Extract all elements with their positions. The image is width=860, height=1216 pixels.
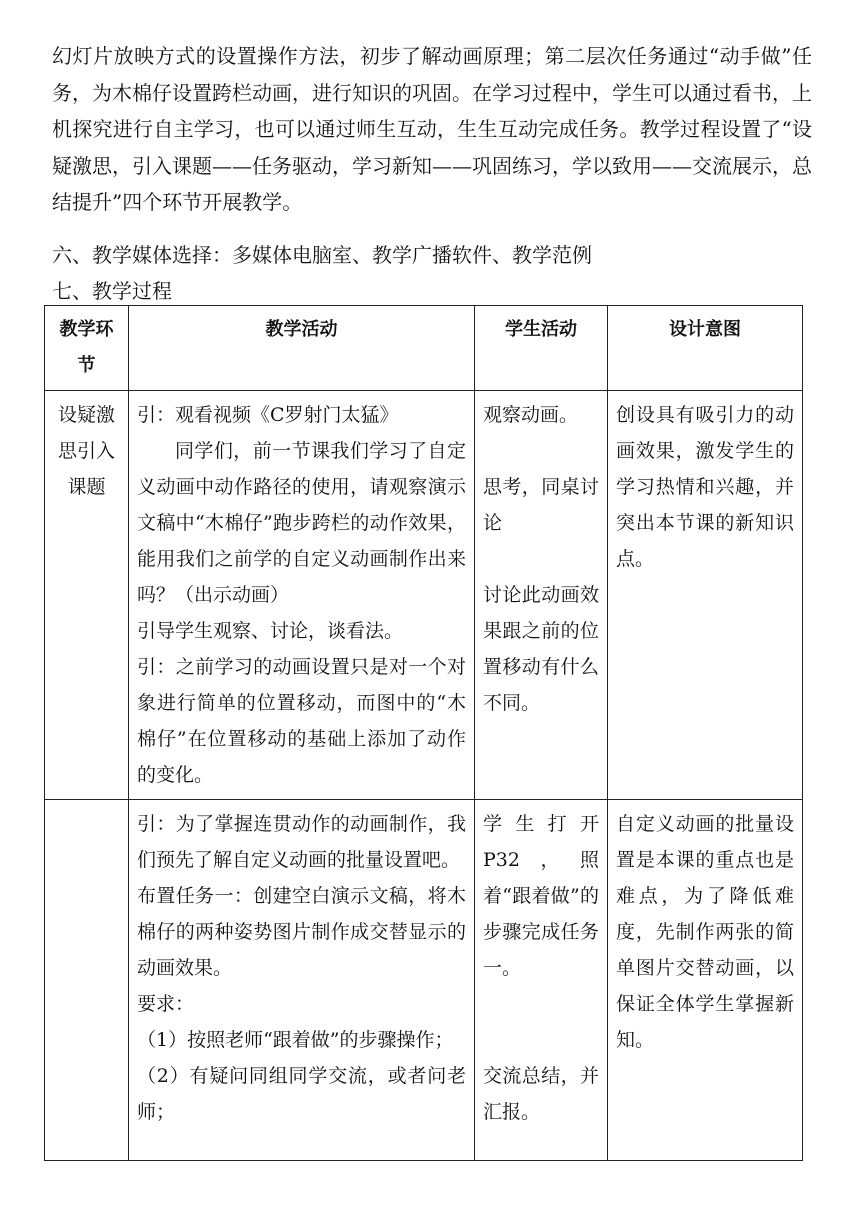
stage-cell: 设疑激思引入课题 — [45, 391, 129, 800]
student-line: 交流总结，并汇报。 — [483, 1065, 599, 1123]
header-stage: 教学环节 — [45, 306, 129, 391]
teaching-process-table — [44, 305, 803, 1161]
design-intent-cell: 创设具有吸引力的动画效果，激发学生的学习热情和兴趣，并突出本节课的新知识点。 — [608, 391, 803, 800]
teaching-line: 同学们，前一节课我们学习了自定义动画中动作路径的使用，请观察演示文稿中“木棉仔”跑步跨栏的动作效果，能用我们之前学的自定义动画制作出来吗？（出示动画） — [137, 440, 466, 606]
student-line: 观察动画。 — [483, 404, 579, 426]
teaching-line: 引：为了掌握连贯动作的动画制作，我们预先了解自定义动画的批量设置吧。 — [137, 813, 466, 871]
table-row — [45, 391, 803, 800]
student-line: 思考，同桌讨论 — [483, 476, 599, 534]
teaching-activity-cell — [129, 800, 475, 1161]
header-intent: 设计意图 — [608, 306, 803, 391]
stage-cell — [45, 800, 129, 1161]
teaching-activity-cell — [129, 391, 475, 800]
intro-paragraph — [52, 38, 812, 221]
teaching-line: 引：之前学习的动画设置只是对一个对象进行简单的位置移动，而图中的“木棉仔”在位置移动的基础上添加了动作的变化。 — [137, 656, 466, 786]
section-seven-heading: 七、教学过程 — [52, 279, 172, 303]
teaching-line: （1）按照老师“跟着做”的步骤操作； — [137, 1029, 454, 1051]
teaching-line: 引：观看视频《C罗射门太猛》 — [137, 404, 399, 426]
header-teaching: 教学活动 — [129, 306, 475, 391]
teaching-line: （2）有疑问同组同学交流，或者问老师； — [137, 1065, 466, 1123]
design-intent-cell: 自定义动画的批量设置是本课的重点也是难点，为了降低难度，先制作两张的简单图片交替动画，以保证全体学生掌握新知。 — [608, 800, 803, 1161]
table-header-row — [45, 306, 803, 391]
teaching-line: 引导学生观察、讨论，谈看法。 — [137, 620, 404, 642]
teaching-line: 布置任务一：创建空白演示文稿，将木棉仔的两种姿势图片制作成交替显示的动画效果。 — [137, 885, 466, 979]
student-line: 学生打开P32，照着“跟着做”的步骤完成任务一。 — [483, 813, 599, 979]
header-student: 学生活动 — [475, 306, 608, 391]
intro-text: 幻灯片放映方式的设置操作方法，初步了解动画原理；第二层次任务通过“动手做”任务，为木棉仔设置跨栏动画，进行知识的巩固。在学习过程中，学生可以通过看书，上机探究进行自主学习，也可以通过师生互动，生生互动完成任务。教学过程设置了“设疑激思，引入课题——任务驱动，学习新知——巩固练习，学以致用——交流展示，总结提升”四个环节开展教学。 — [52, 44, 812, 214]
section-six-heading: 六、教学媒体选择：多媒体电脑室、教学广播软件、教学范例 — [52, 243, 592, 267]
table-row — [45, 800, 803, 1161]
teaching-line: 要求： — [137, 993, 195, 1015]
student-line: 讨论此动画效果跟之前的位置移动有什么不同。 — [483, 584, 599, 714]
student-activity-cell — [475, 800, 608, 1161]
student-activity-cell — [475, 391, 608, 800]
